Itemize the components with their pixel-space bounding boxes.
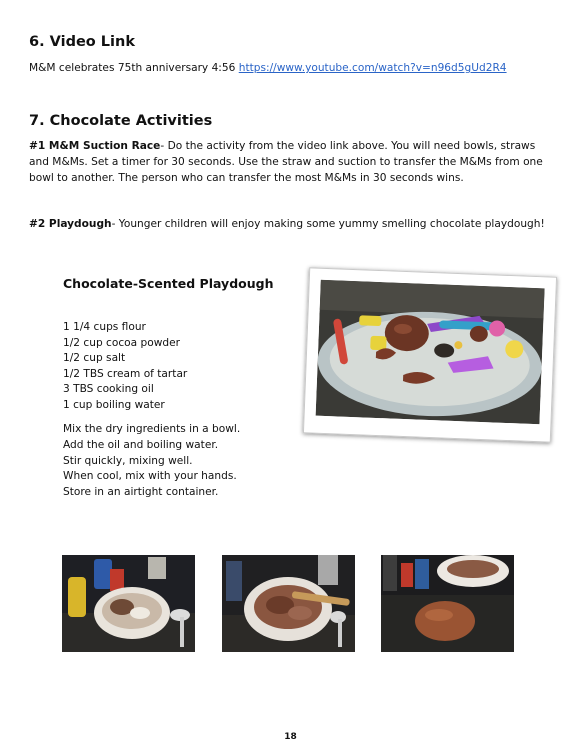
activity-1-title: #1 M&M Suction Race bbox=[29, 140, 161, 152]
ingredient-item: 1/2 TBS cream of tartar bbox=[63, 367, 188, 380]
stirring-dough-photo bbox=[222, 555, 355, 652]
instruction-step: Mix the dry ingredients in a bowl. bbox=[63, 423, 241, 435]
mixing-dry-ingredients-photo bbox=[62, 555, 195, 652]
instruction-step: Add the oil and boiling water. bbox=[63, 438, 219, 451]
instruction-step: When cool, mix with your hands. bbox=[63, 470, 237, 483]
playdough-tray-image bbox=[316, 280, 545, 424]
recipe-title: Chocolate-Scented Playdough bbox=[63, 276, 274, 291]
activity-2-title: #2 Playdough bbox=[29, 218, 112, 230]
instruction-step: Stir quickly, mixing well. bbox=[63, 454, 193, 467]
ingredient-item: 3 TBS cooking oil bbox=[63, 383, 154, 396]
activity-2-paragraph bbox=[29, 216, 551, 232]
ingredient-item: 1/2 cup cocoa powder bbox=[63, 336, 180, 349]
video-link[interactable]: https://www.youtube.com/watch?v=n96d5gUd2R4 bbox=[238, 62, 507, 74]
ingredient-item: 1/2 cup salt bbox=[63, 352, 126, 365]
activity-1-paragraph bbox=[29, 138, 551, 186]
finished-playdough-photo bbox=[381, 555, 514, 652]
activity-1-text: - Do the activity from the video link above. You will need bowls, straws and M&Ms. Set a timer for 30 seconds. Use the straw and suction to transfer the M&Ms from one bowl to another. The person who can transfer the most M&Ms in 30 seconds wins. bbox=[29, 140, 543, 184]
instruction-list bbox=[63, 422, 240, 501]
playdough-tray-photo bbox=[303, 267, 557, 442]
finished-playdough-image bbox=[381, 555, 514, 652]
video-link-paragraph bbox=[29, 60, 551, 76]
video-link-description: M&M celebrates 75th anniversary 4:56 bbox=[29, 62, 239, 74]
page-number: 18 bbox=[284, 732, 297, 742]
ingredient-list bbox=[63, 320, 187, 414]
ingredient-item: 1 1/4 cups flour bbox=[63, 321, 146, 333]
mixing-dry-ingredients-image bbox=[62, 555, 195, 652]
ingredient-item: 1 cup boiling water bbox=[63, 398, 165, 411]
section-7-heading: 7. Chocolate Activities bbox=[29, 113, 213, 129]
stirring-dough-image bbox=[222, 555, 355, 652]
instruction-step: Store in an airtight container. bbox=[63, 486, 219, 499]
section-6-heading: 6. Video Link bbox=[29, 34, 135, 50]
activity-2-text: - Younger children will enjoy making some yummy smelling chocolate playdough! bbox=[111, 218, 545, 230]
